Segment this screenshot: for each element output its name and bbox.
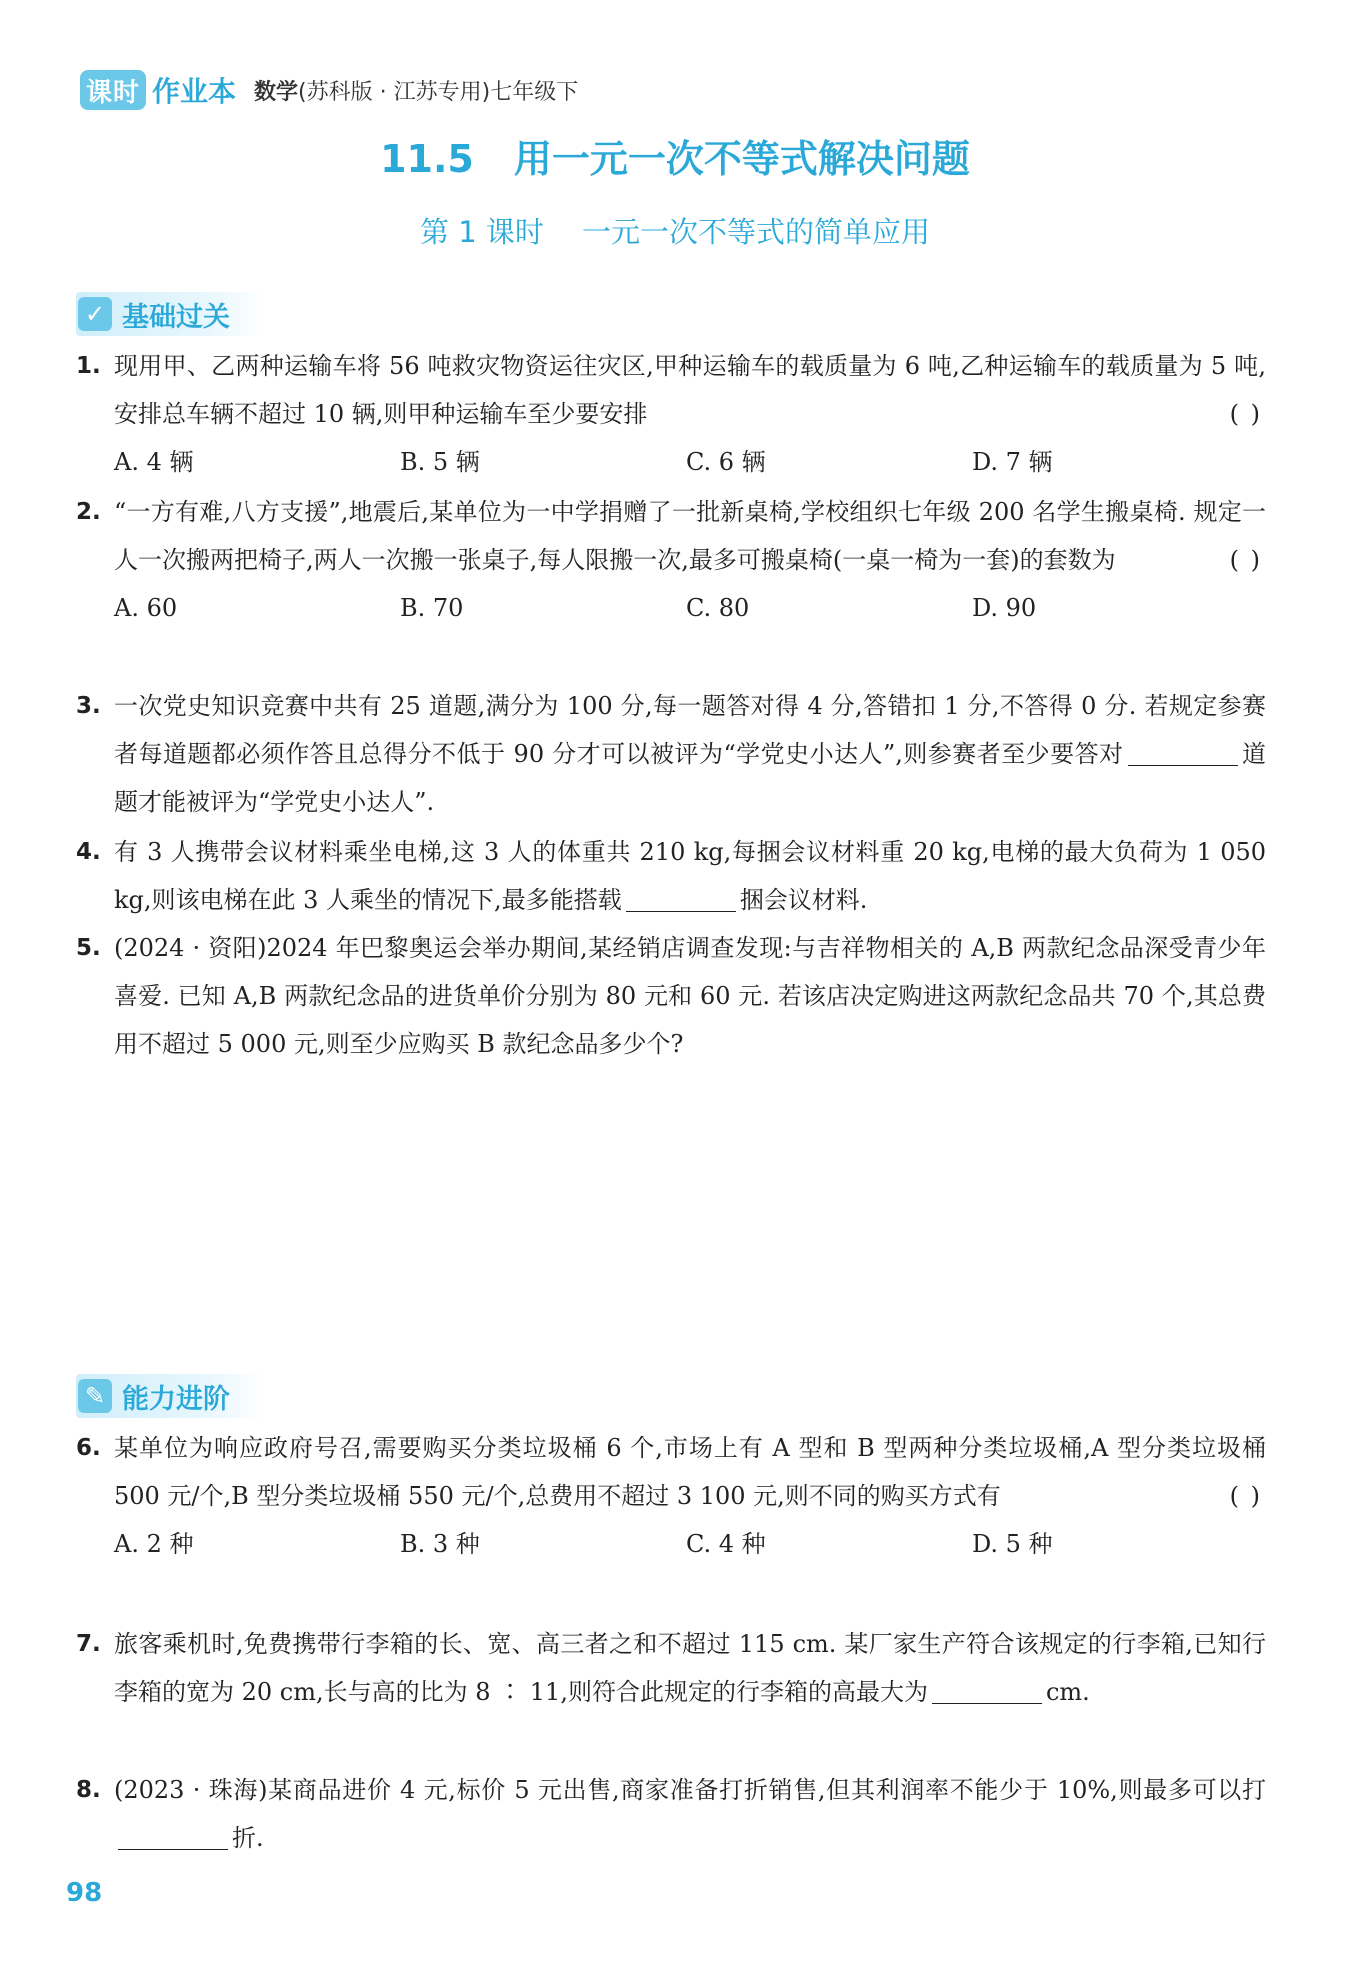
option-a: A. 60 [114, 594, 178, 622]
option-c: C. 6 辆 [686, 448, 766, 476]
page-number: 98 [66, 1878, 103, 1908]
question-1 [76, 342, 1266, 486]
answer-parentheses: ( ) [1229, 1482, 1262, 1510]
question-text: (2023 · 珠海)某商品进价 4 元,标价 5 元出售,商家准备打折销售,但其利润率不能少于 10%,则最多可以打 [114, 1776, 1266, 1804]
question-text: 旅客乘机时,免费携带行李箱的长、宽、高三者之和不超过 115 cm. 某厂家生产符合该规定的行李箱,已知行李箱的宽为 20 cm,长与高的比为 8 ∶ 11,则符合此规定的行李箱的高最大为 [114, 1630, 1266, 1706]
question-text-end: 道题才能被评为“学党史小达人”. [114, 740, 1266, 816]
book-edition: (苏科版 · 江苏专用)七年级下 [298, 79, 579, 105]
question-6 [76, 1424, 1266, 1568]
question-number: 6. [76, 1435, 101, 1461]
question-number: 3. [76, 693, 101, 719]
question-number: 8. [76, 1777, 101, 1803]
question-number: 5. [76, 935, 101, 961]
category-basic-label: 基础过关 [122, 301, 230, 333]
options [114, 438, 1266, 486]
category-advanced [76, 1374, 266, 1418]
option-d: D. 7 辆 [972, 448, 1053, 476]
question-3 [76, 682, 1266, 826]
page-header [80, 68, 578, 112]
option-a: A. 2 种 [114, 1530, 194, 1558]
category-basic [76, 292, 266, 336]
pencil-icon: ✎ [78, 1379, 112, 1413]
answer-parentheses: ( ) [1229, 546, 1262, 574]
answer-blank[interactable] [932, 1673, 1042, 1704]
question-text-end: 折. [232, 1824, 264, 1852]
question-7 [76, 1620, 1266, 1716]
question-text: 某单位为响应政府号召,需要购买分类垃圾桶 6 个,市场上有 A 型和 B 型两种分类垃圾桶,A 型分类垃圾桶 500 元/个,B 型分类垃圾桶 550 元/个,总费用不超过 3 100 元,则不同的购买方式有 [114, 1434, 1266, 1510]
option-a: A. 4 辆 [114, 448, 194, 476]
question-2 [76, 488, 1266, 632]
section-number: 11.5 [380, 137, 474, 181]
section-title [0, 128, 1350, 183]
brand-logo: 课时 [80, 70, 146, 110]
answer-blank[interactable] [1128, 735, 1238, 766]
question-4 [76, 828, 1266, 924]
option-c: C. 4 种 [686, 1530, 766, 1558]
question-number: 4. [76, 839, 101, 865]
lesson-title-text: 一元一次不等式的简单应用 [581, 215, 930, 249]
option-b: B. 3 种 [400, 1530, 480, 1558]
question-number: 7. [76, 1631, 101, 1657]
answer-blank[interactable] [118, 1819, 228, 1850]
answer-blank[interactable] [626, 881, 736, 912]
question-text: 有 3 人携带会议材料乘坐电梯,这 3 人的体重共 210 kg,每捆会议材料重 20 kg,电梯的最大负荷为 1 050 kg,则该电梯在此 3 人乘坐的情况下,最多能搭载 [114, 838, 1266, 914]
lesson-title [0, 210, 1350, 251]
section-title-text: 用一元一次不等式解决问题 [513, 137, 970, 181]
question-text: 现用甲、乙两种运输车将 56 吨救灾物资运往灾区,甲种运输车的载质量为 6 吨,乙种运输车的载质量为 5 吨,安排总车辆不超过 10 辆,则甲种运输车至少要安排 [114, 352, 1266, 428]
option-b: B. 5 辆 [400, 448, 480, 476]
option-c: C. 80 [686, 594, 750, 622]
option-d: D. 90 [972, 594, 1037, 622]
brand-name: 作业本 [152, 75, 237, 108]
lesson-number: 第 1 课时 [420, 215, 544, 249]
option-b: B. 70 [400, 594, 464, 622]
question-text: “一方有难,八方支援”,地震后,某单位为一中学捐赠了一批新桌椅,学校组织七年级 200 名学生搬桌椅. 规定一人一次搬两把椅子,两人一次搬一张桌子,每人限搬一次,最多可搬桌椅(一桌一椅为一套)的套数为 [114, 498, 1266, 574]
book-subject: 数学 [254, 79, 299, 105]
option-d: D. 5 种 [972, 1530, 1053, 1558]
question-text: 一次党史知识竞赛中共有 25 道题,满分为 100 分,每一题答对得 4 分,答错扣 1 分,不答得 0 分. 若规定参赛者每道题都必须作答且总得分不低于 90 分才可以被评为“学党史小达人”,则参赛者至少要答对 [114, 692, 1266, 768]
question-number: 1. [76, 353, 101, 379]
answer-parentheses: ( ) [1229, 400, 1262, 428]
options [114, 584, 1266, 632]
options [114, 1520, 1266, 1568]
question-text-end: cm. [1045, 1678, 1090, 1706]
question-text: (2024 · 资阳)2024 年巴黎奥运会举办期间,某经销店调查发现:与吉祥物相关的 A,B 两款纪念品深受青少年喜爱. 已知 A,B 两款纪念品的进货单价分别为 80 元和 60 元. 若该店决定购进这两款纪念品共 70 个,其总费用不超过 5 000 元,则至少应购买 B 款纪念品多少个? [114, 934, 1266, 1058]
category-advanced-label: 能力进阶 [122, 1383, 230, 1415]
check-icon: ✓ [78, 297, 112, 331]
question-text-end: 捆会议材料. [739, 886, 868, 914]
book-info [254, 75, 578, 106]
question-number: 2. [76, 499, 101, 525]
question-5 [76, 924, 1266, 1068]
question-8 [76, 1766, 1266, 1862]
